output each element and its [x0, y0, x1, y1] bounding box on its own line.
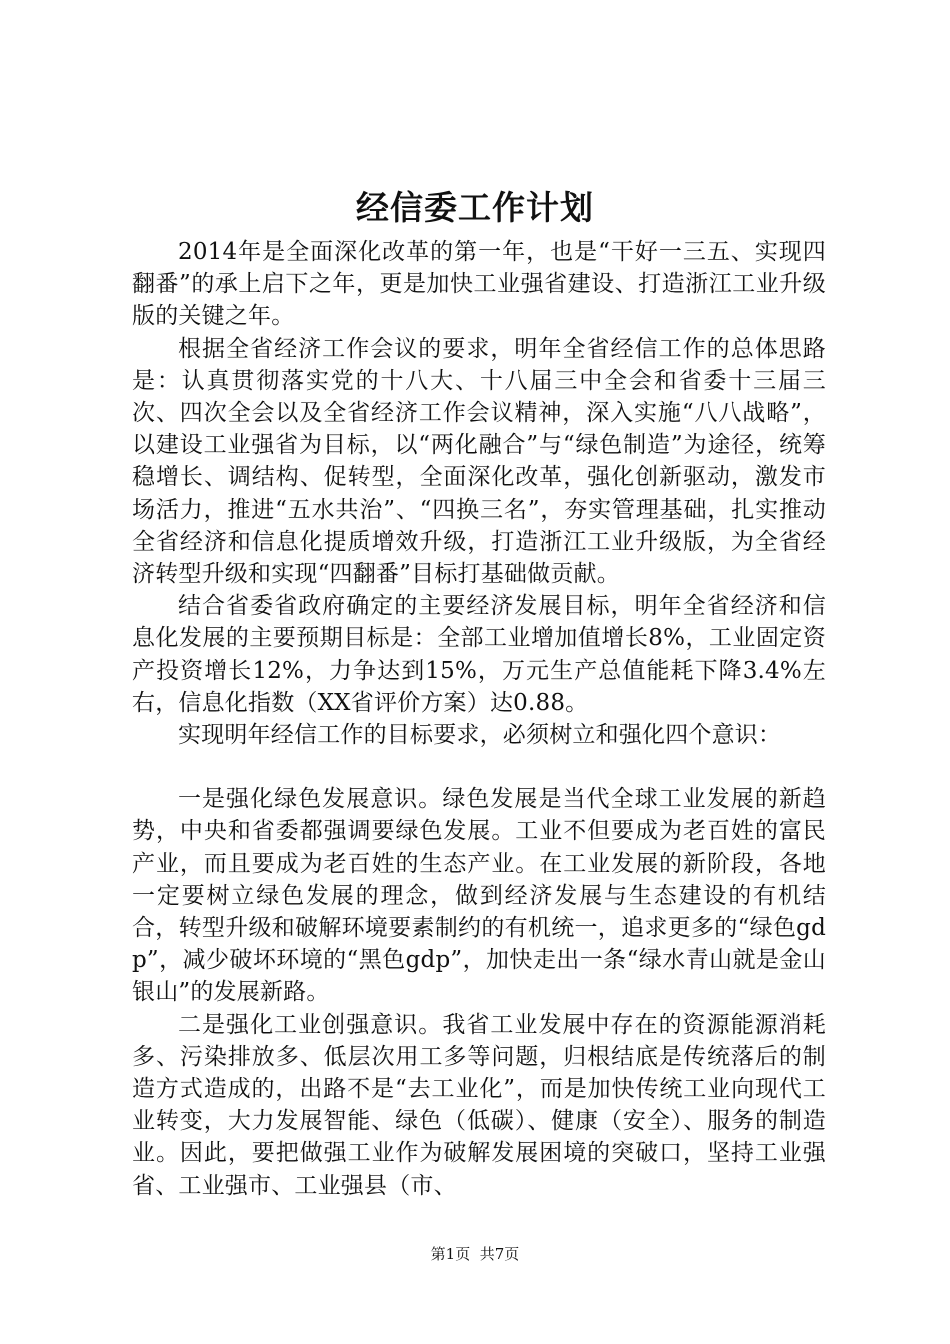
paragraph-green-development: 一是强化绿色发展意识。绿色发展是当代全球工业发展的新趋势，中央和省委都强调要绿色发展。工业不但要成为老百姓的富民产业，而且要成为老百姓的生态产业。在工业发展的新阶段，各地一定要树立绿色发展的理念，做到经济发展与生态建设的有机结合，转型升级和破解环境要素制约的有机统一，追求更多的“绿色gdp”，减少破坏环境的“黑色gdp”，加快走出一条“绿水青山就是金山银山”的发展新路。: [132, 786, 826, 1006]
paragraph-targets: 结合省委省政府确定的主要经济发展目标，明年全省经济和信息化发展的主要预期目标是：全部工业增加值增长8%，工业固定资产投资增长12%，力争达到15%，万元生产总值能耗下降3.4%左右，信息化指数（XX省评价方案）达0.88。: [132, 593, 826, 716]
paragraph-industrial-strength: 二是强化工业创强意识。我省工业发展中存在的资源能源消耗多、污染排放多、低层次用工多等问题，归根结底是传统落后的制造方式造成的，出路不是“去工业化”，而是加快传统工业向现代工业转变，大力发展智能、绿色（低碳）、健康（安全）、服务的制造业。因此，要把做强工业作为破解发展困境的突破口，坚持工业强省、工业强市、工业强县（市、: [132, 1011, 826, 1199]
paragraph-intro: 2014年是全面深化改革的第一年，也是“干好一三五、实现四翻番”的承上启下之年，更是加快工业强省建设、打造浙江工业升级版的关键之年。: [132, 239, 826, 330]
document-body: [132, 236, 826, 1202]
page-number: 第1页: [430, 1245, 471, 1263]
page-total: 共7页: [479, 1245, 520, 1263]
paragraph-four-awareness: 实现明年经信工作的目标要求，必须树立和强化四个意识：: [178, 722, 782, 749]
page-footer: [0, 1244, 950, 1264]
document-title: 经信委工作计划: [356, 188, 594, 227]
paragraph-overall-approach: 根据全省经济工作会议的要求，明年全省经信工作的总体思路是：认真贯彻落实党的十八大、十八届三中全会和省委十三届三次、四次全会以及全省经济工作会议精神，深入实施“八八战略”，以建设工业强省为目标，以“两化融合”与“绿色制造”为途径，统筹稳增长、调结构、促转型，全面深化改革，强化创新驱动，激发市场活力，推进“五水共治”、“四换三名”，夯实管理基础，扎实推动全省经济和信息化提质增效升级，打造浙江工业升级版，为全省经济转型升级和实现“四翻番”目标打基础做贡献。: [132, 335, 826, 588]
